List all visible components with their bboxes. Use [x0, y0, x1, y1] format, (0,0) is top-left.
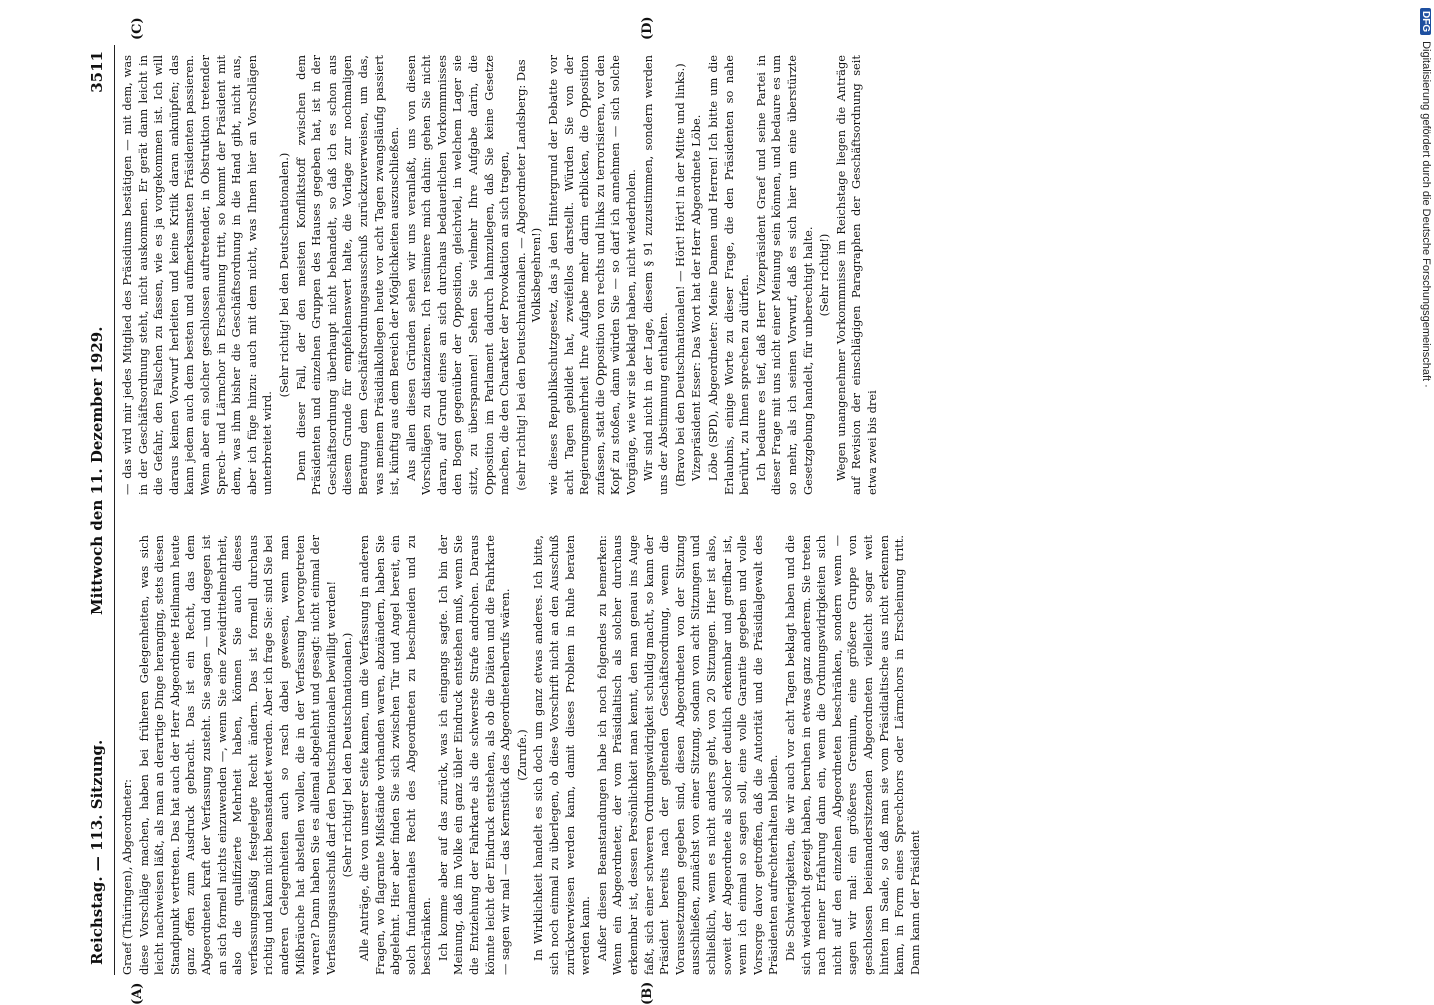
- header-session: Reichstag. — 113. Sitzung.: [88, 739, 106, 965]
- paragraph: Vizepräsident Esser: Das Wort hat der Herr Abgeordnete Löbe.: [689, 114, 704, 481]
- digitization-credit: [1416, 8, 1432, 993]
- paragraph: Graef (Thüringen), Abgeordneter:: [120, 779, 134, 975]
- paragraph: (Sehr richtig! bei den Deutschnationalen.): [276, 152, 291, 398]
- paragraph: Wir sind nicht in der Lage, diesem § 91 zuzustimmen, sondern werden uns der Abstimmung enthalten.: [640, 55, 671, 495]
- right-column: [120, 55, 1320, 495]
- page-header: [80, 45, 115, 975]
- paragraph: (Bravo bei den Deutschnationalen! — Hört! Hört! in der Mitte und links.): [672, 63, 687, 487]
- margin-mark-c: (C): [130, 17, 145, 40]
- credit-text: Digitalisierung gefördert durch die Deutsche Forschungsgemeinschaft ·: [1420, 41, 1432, 388]
- paragraph: Aus allen diesen Gründen sehen wir uns veranlaßt, uns von diesen Vorschlägen zu distanzieren. Ich resümiere mich dahin: gehen Sie nicht daran, auf Grund eines an sich durchaus bedauerlichen Vorkommnisses den Bogen gegenüber der Opposition, gleichviel, in welchem Lager sie sitzt, zu überspannen! Sehen Sie vielmehr Ihre Aufgabe darin, die Opposition im Parlament dadurch lahmzulegen, daß Sie keine Gesetze machen, die den Charakter der Provokation an sich tragen,: [403, 55, 512, 495]
- paragraph: (sehr richtig! bei den Deutschnationalen. — Abgeordneter Landsberg: Das Volksbegehren!): [513, 59, 544, 491]
- paragraph: Ich bedaure es tief, daß Herr Vizepräsident Graef und seine Partei in dieser Frage mit uns nicht einer Meinung sein können, und bedaure es um so mehr, als ich seinen Vorwurf, daß es sich hier um eine überstürzte Gesetzgebung handelt, für unberechtigt halte.: [753, 55, 815, 495]
- paragraph: (Sehr richtig! bei den Deutschnationalen.): [340, 632, 355, 878]
- paragraph: Alle Anträge, die von unserer Seite kamen, um die Verfassung in anderen Fragen, wo flagrante Mißstände vorhanden waren, abzuändern, haben Sie abgelehnt. Hier aber finden Sie sich zwischen Tür und Angel bereit, ein solch fundamentales Recht des Abgeordneten zu beschneiden und zu beschränken.: [356, 535, 434, 975]
- header-date: Mittwoch den 11. Dezember 1929.: [88, 326, 106, 615]
- paragraph: diese Vorschläge machen, haben bei früheren Gelegenheiten, was sich leicht nachweisen läßt, als man an derartige Dinge heranging, stets diesen Standpunkt vertreten. Das hat auch der Herr Abgeordnete Heilmann heute ganz offen zum Ausdruck gebracht. Das ist ein Recht, das dem Abgeordneten kraft der Verfassung zusteht. Sie sagen — und dagegen ist an sich formell nichts einzuwenden —, wenn Sie eine Zweidrittelmehrheit, also die qualifizierte Mehrheit haben, können Sie auch dieses verfassungsmäßig festgelegte Recht ändern. Das ist formell durchaus richtig und kann nicht beanstandet werden. Aber ich frage Sie: sind Sie bei anderen Gelegenheiten auch so rasch dabei gewesen, wenn man Mißbräuche hat abstellen wollen, die in der Verfassung hervorgetreten waren? Dann haben Sie es allemal abgelehnt und gesagt: nicht einmal der Verfassungsausschuß darf den Deutschnationalen bewilligt werden!: [136, 535, 338, 975]
- paragraph: Ich komme aber auf das zurück, was ich eingangs sagte. Ich bin der Meinung, daß im Volke ein ganz übler Eindruck entstehen muß, wenn Sie die Entziehung der Fahrkarte als die schwerste Strafe androhen. Daraus könnte leicht der Eindruck entstehen, als ob die Diäten und die Fahrkarte — sagen wir mal — das Kernstück des Abgeordnetenberufs wären.: [435, 535, 513, 975]
- rotated-document-page: [80, 16, 1325, 1005]
- paragraph: (Sehr richtig!): [817, 233, 832, 317]
- paragraph: (Zurufe.): [514, 729, 529, 781]
- margin-mark-d: (D): [640, 16, 655, 40]
- paragraph: — das wird mir jedes Mitglied des Präsidiums bestätigen — mit dem, was in der Geschäftsordnung steht, nicht auskommen. Er gerät dann leicht in die Gefahr, den Falschen zu fassen, wie es ja vorgekommen ist. Ich will daraus keinen Vorwurf herleiten und keine Kritik daran anknüpfen; das kann jedem auch dem besten und aufmerksamsten Präsidenten passieren. Wenn aber ein solcher geschlossen auftretender, in Obstruktion tretender Sprech- und Lärmchor in Erscheinung tritt, so kommt der Präsident mit dem, was ihm bisher die Geschäftsordnung in die Hand gibt, nicht aus, aber ich füge hinzu: auch mit dem nicht, was Ihnen hier an Vorschlägen unterbreitet wird.: [120, 55, 275, 495]
- left-column: [120, 535, 1320, 975]
- paragraph: Die Schwierigkeiten, die wir auch vor acht Tagen beklagt haben und die sich wiederholt gezeigt haben, beruhen in etwas ganz anderem. Sie treten nach meiner Erfahrung dann ein, wenn die Ordnungswidrigkeiten sich nicht auf den einzelnen Abgeordneten beschränken, sondern wenn — sagen wir mal: ein größeres Gremium, eine größere Gruppe von geschlossen beieinandersitzenden Abgeordneten vielleicht sogar weit hinten im Saale, so daß man sie vom Präsidialtische aus nicht erkennen kann, in Form eines Sprechchors oder Lärmchors in Erscheinung tritt. Dann kann der Präsident: [782, 535, 922, 975]
- paragraph: In Wirklichkeit handelt es sich doch um ganz etwas anderes. Ich bitte, sich noch einmal zu überlegen, ob diese Vorschrift nicht an den Ausschuß zurückverwiesen werden kann, damit dieses Problem in Ruhe beraten werden kann.: [531, 535, 593, 975]
- margin-mark-a: (A): [130, 982, 145, 1005]
- page-number: 3511: [88, 51, 106, 93]
- paragraph: Löbe (SPD), Abgeordneter: Meine Damen und Herren! Ich bitte um die Erlaubnis, einige Worte zu dieser Frage, die den Präsidenten so nahe berührt, zu Ihnen sprechen zu dürfen.: [705, 55, 752, 495]
- paragraph: Wegen unangenehmer Vorkommnisse im Reichstage liegen die Anträge auf Revision der einschlägigen Paragraphen der Geschäftsordnung seit etwa zwei bis drei: [833, 55, 879, 495]
- margin-mark-b: (B): [640, 981, 655, 1005]
- dfg-logo-badge: DFG: [1420, 8, 1431, 35]
- paragraph: Denn dieser Fall, der den meisten Konfliktstoff zwischen dem Präsidenten und einzelnen Gruppen des Hauses gegeben hat, ist in der Geschäftsordnung überhaupt nicht behandelt, so daß ich es schon aus diesem Grunde für empfehlenswert halte, die Vorlage zur nochmaligen Beratung dem Geschäftsordnungsausschuß zurückzuverweisen, um das, was meinem Präsidialkollegen heute vor acht Tagen zwangsläufig passiert ist, künftig aus dem Bereich der Möglichkeiten auszuschließen.: [293, 55, 402, 495]
- paragraph: Außer diesen Beanstandungen habe ich noch folgendes zu bemerken: Wenn ein Abgeordneter, der vom Präsidialtisch als solcher durchaus erkennbar ist, dessen Persönlichkeit man kennt, den man genau ins Auge faßt, sich einer schweren Ordnungswidrigkeit schuldig macht, so kann der Präsident bereits nach der geltenden Geschäftsordnung, wenn die Voraussetzungen gegeben sind, diesen Abgeordneten von der Sitzung ausschließen, zunächst von einer Sitzung, sodann von acht Sitzungen und schließlich, wenn es nicht anders geht, von 20 Sitzungen. Hier ist also, soweit der Abgeordnete als solcher deutlich erkennbar und greifbar ist, wenn ich einmal so sagen soll, eine volle Garantie gegeben und volle Vorsorge davor getroffen, daß die Autorität und die Präsidialgewalt des Präsidenten aufrechterhalten bleiben.: [594, 535, 781, 975]
- paragraph: wie dieses Republikschutzgesetz, das ja den Hintergrund der Debatte vor acht Tagen gebildet hat, zweifellos darstellt. Würden Sie von der Regierungsmehrheit Ihre Aufgabe mehr darin erblicken, die Opposition zufassen, statt die Opposition von rechts und links zu terrorisieren, vor den Kopf zu stoßen, dann würden Sie — so darf ich annehmen — sich solche Vorgänge, wie wir sie beklagt haben, nicht wiederholen.: [546, 55, 638, 495]
